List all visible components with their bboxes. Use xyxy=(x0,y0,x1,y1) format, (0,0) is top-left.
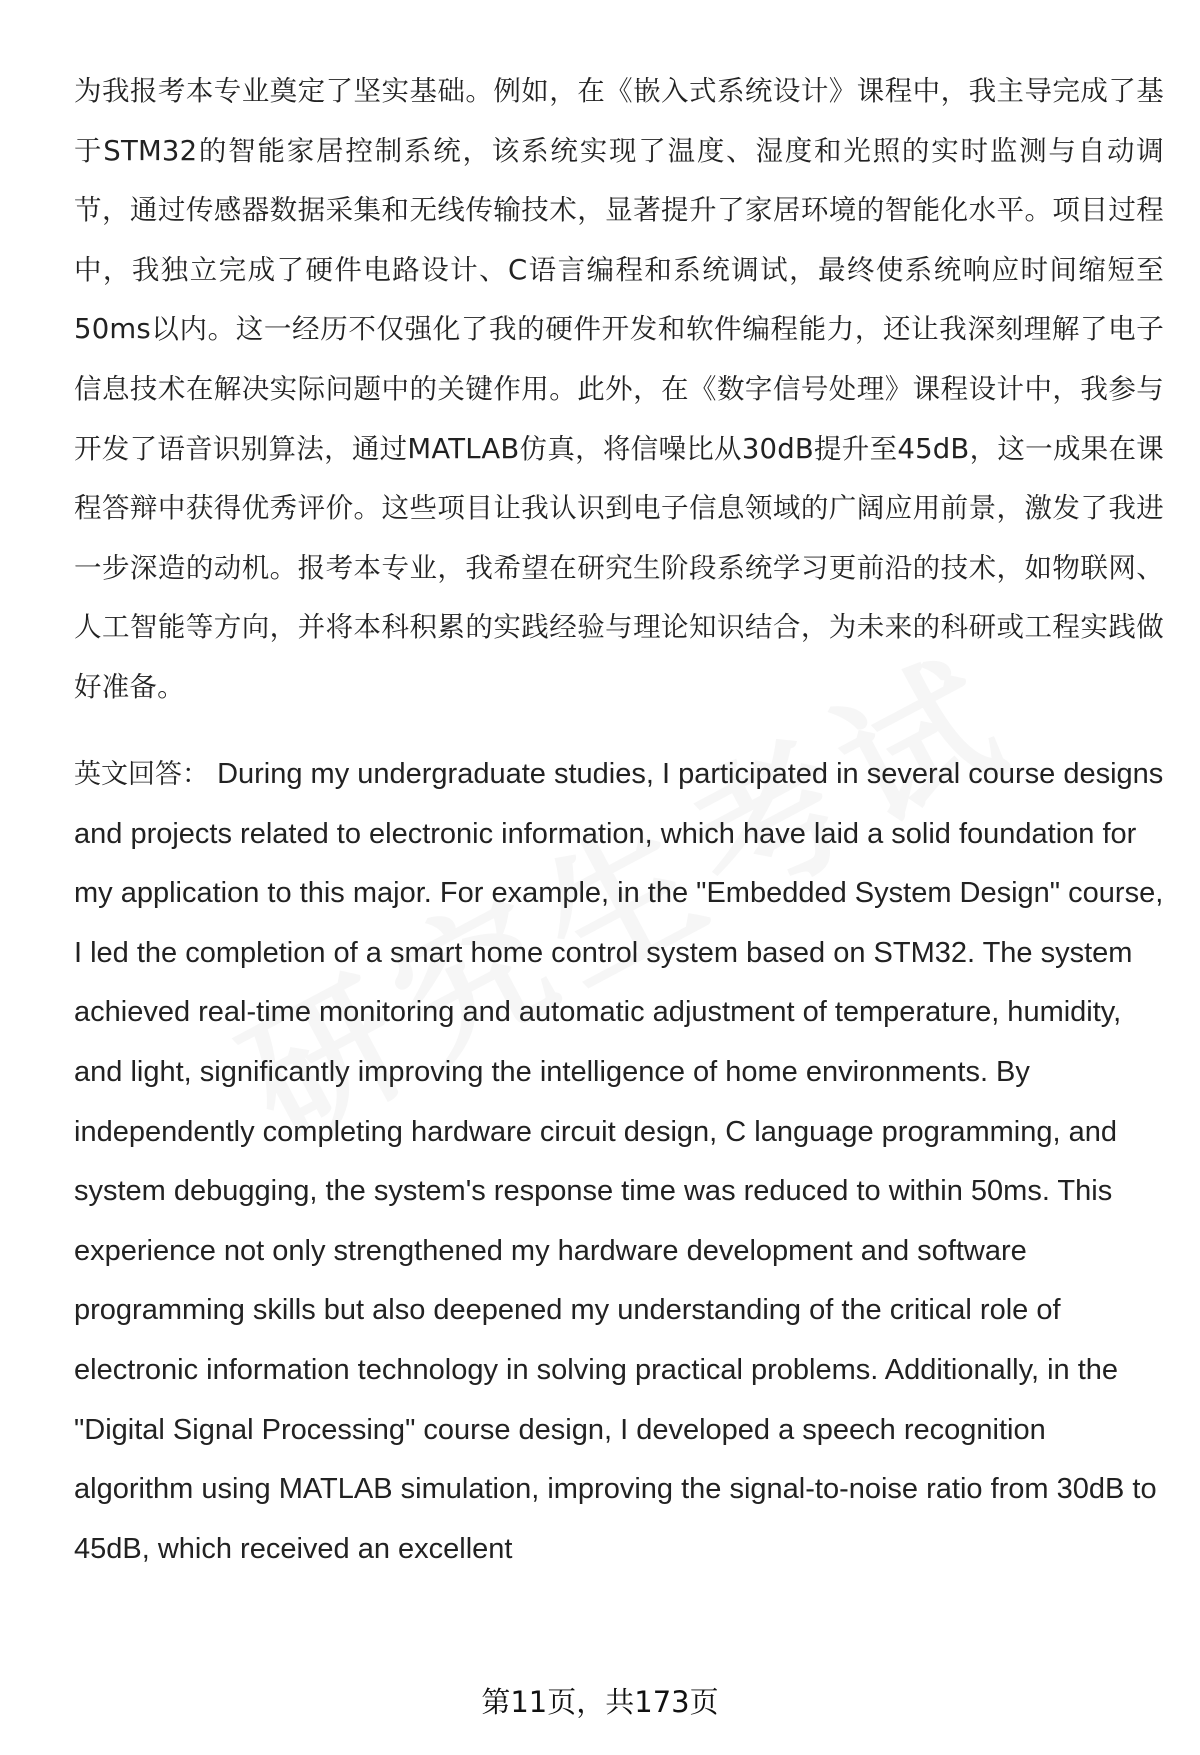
english-paragraph: During my undergraduate studies, I participated in several course designs and projects related to electronic information, which have laid a solid foundation for my application to this major. For example, in the "Embedded System Design" course, I led the completion of a smart home control system based on STM32. The system achieved real-time monitoring and automatic adjustment of temperature, humidity, and light, significantly improving the intelligence of home environments. By independently completing hardware circuit design, C language programming, and system debugging, the system's response time was reduced to within 50ms. This experience not only strengthened my hardware development and software programming skills but also deepened my understanding of the critical role of electronic information technology in solving practical problems. Additionally, in the "Digital Signal Processing" course design, I developed a speech recognition algorithm using MATLAB simulation, improving the signal-to-noise ratio from 30dB to 45dB, which received an excellent xyxy=(74,758,1164,1565)
page-number-footer: 第11页，共173页 xyxy=(481,1685,719,1719)
chinese-paragraph: 为我报考本专业奠定了坚实基础。例如，在《嵌入式系统设计》课程中，我主导完成了基于STM32的智能家居控制系统，该系统实现了温度、湿度和光照的实时监测与自动调节，通过传感器数据采集和无线传输技术，显著提升了家居环境的智能化水平。项目过程中，我独立完成了硬件电路设计、C语言编程和系统调试，最终使系统响应时间缩短至50ms以内。这一经历不仅强化了我的硬件开发和软件编程能力，还让我深刻理解了电子信息技术在解决实际问题中的关键作用。此外，在《数字信号处理》课程设计中，我参与开发了语音识别算法，通过MATLAB仿真，将信噪比从30dB提升至45dB，这一成果在课程答辩中获得优秀评价。这些项目让我认识到电子信息领域的广阔应用前景，激发了我进一步深造的动机。报考本专业，我希望在研究生阶段系统学习更前沿的技术，如物联网、人工智能等方向，并将本科积累的实践经验与理论知识结合，为未来的科研或工程实践做好准备。 xyxy=(74,75,1164,703)
english-answer-label: 英文回答： xyxy=(74,759,209,790)
english-answer xyxy=(74,745,1164,1579)
